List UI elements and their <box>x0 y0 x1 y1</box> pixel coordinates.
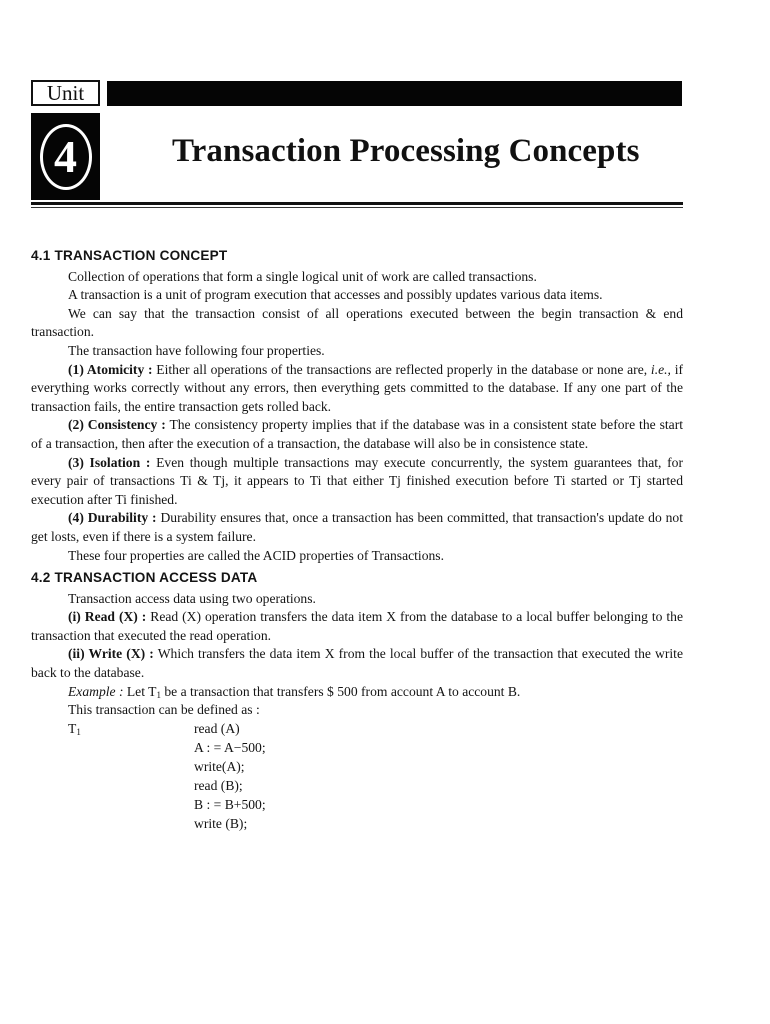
paragraph: Transaction access data using two operations. <box>68 590 316 606</box>
read-text: Read (X) operation transfers the data item X from the database to a local buffer belonging to the transaction that executed the read operation. <box>31 609 683 643</box>
code-line: write(A); <box>194 758 245 774</box>
atomicity-text: Either all operations of the transactions are reflected properly in the database or none are, <box>152 361 651 377</box>
transaction-code <box>31 720 683 836</box>
example-text: Let T <box>123 683 157 699</box>
acid-paragraph: These four properties are called the ACID properties of Transactions. <box>68 547 444 563</box>
durability-text: Durability ensures that, once a transaction has been committed, that transaction's update do not get losts, even if there is a system failure. <box>31 510 683 544</box>
section-heading-4-1: 4.1 TRANSACTION CONCEPT <box>31 248 228 263</box>
consistency-text: The consistency property implies that if the database was in a consistent state before the start of a transaction, then after the execution of a transaction, the database will also be in consistence state. <box>31 417 683 451</box>
atomicity-paragraph <box>31 361 683 417</box>
title-rule-thin <box>31 207 683 208</box>
isolation-paragraph <box>31 454 683 510</box>
ie-abbr: i.e., <box>650 361 671 377</box>
consistency-label: (2) Consistency : <box>68 417 166 433</box>
paragraph: The transaction have following four properties. <box>68 342 325 358</box>
title-rule <box>31 202 683 205</box>
write-label: (ii) Write (X) : <box>68 646 154 662</box>
unit-number: 4 <box>40 124 92 190</box>
consistency-paragraph <box>31 416 683 453</box>
paragraph: We can say that the transaction consist of all operations executed between the begin transaction & end transaction. <box>31 305 683 340</box>
read-label: (i) Read (X) : <box>68 609 147 625</box>
example-text-cont: be a transaction that transfers $ 500 from account A to account B. <box>160 683 521 699</box>
code-line: write (B); <box>194 815 248 831</box>
atomicity-text-cont: if everything works correctly without any errors, then everything gets committed to the database. If any one part of the transaction fails, the entire transaction gets rolled back. <box>31 361 684 414</box>
code-line: B : = B+500; <box>194 796 266 812</box>
paragraph: Collection of operations that form a single logical unit of work are called transactions. <box>68 268 537 284</box>
read-paragraph <box>31 608 683 645</box>
code-line: read (B); <box>194 777 243 793</box>
isolation-label: (3) Isolation : <box>68 454 151 470</box>
chapter-title: Transaction Processing Concepts <box>172 133 640 169</box>
durability-paragraph <box>31 509 683 546</box>
transaction-label <box>68 720 81 739</box>
unit-label: Unit <box>31 80 100 106</box>
isolation-text: Even though multiple transactions may execute concurrently, the system guarantees that, for every pair of transactions Ti & Tj, it appears to Ti that either Tj finished execution before Ti started or Tj started execution after Ti finished. <box>31 454 683 507</box>
header-bar <box>107 81 682 106</box>
durability-label: (4) Durability : <box>68 510 157 526</box>
write-text: Which transfers the data item X from the local buffer of the transaction that executed the write back to the database. <box>31 646 683 681</box>
paragraph: A transaction is a unit of program execution that accesses and possibly updates various data items. <box>68 287 603 303</box>
example-subscript: 1 <box>156 689 161 700</box>
section-heading-4-2: 4.2 TRANSACTION ACCESS DATA <box>31 570 258 586</box>
write-paragraph <box>31 645 683 682</box>
code-line: A : = A−500; <box>194 739 266 755</box>
example-paragraph <box>31 683 683 702</box>
page-content <box>31 247 683 836</box>
transaction-subscript: 1 <box>76 726 81 737</box>
atomicity-label: (1) Atomicity : <box>68 361 153 377</box>
paragraph: This transaction can be defined as : <box>68 702 260 718</box>
example-label: Example : <box>68 683 124 699</box>
code-line: read (A) <box>194 720 240 736</box>
unit-number-block <box>31 113 100 200</box>
transaction-label-text: T <box>68 720 77 736</box>
